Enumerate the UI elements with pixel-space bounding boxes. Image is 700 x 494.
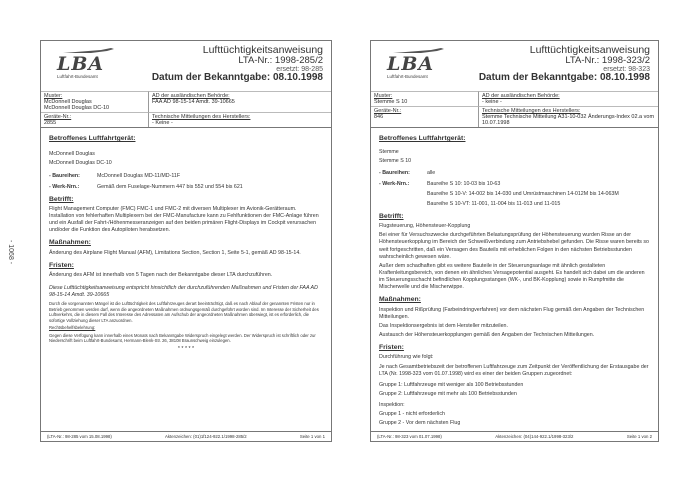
document-header [41,41,331,91]
section-subject: Betrifft: [379,213,404,221]
lta-number: LTA-Nr.: 1998-285/2 [238,55,323,67]
replaces-number: ersetzt: 98-285 [276,65,323,73]
section-deadlines: Fristen: [49,261,74,269]
document-header [371,41,658,91]
document-page-2 [370,40,659,442]
document-page-1 [40,40,332,442]
document-body: Betroffenes Luftfahrtgerät: McDonnell Douglas McDonnell Douglas DC-10 - Baureihen: McDonnell Douglas MD-11/MD-11F - Werk-Nrn.: Gemäß dem Fuselage-Nummern 447 bis 552 und 554 bis 621 Betrifft: Flight Management Computer (FMC) FMC-1 und FMC-2 mit diversen Multiplexer im Avionik-Gerätteraum. Installation von fehlerhaften Multiplexern bei der FMC-Manufacture kann zu Fehlfunktionen der FMC-Anlage führen und ein Ausfall der Fahrt-/Höhenmesseranzeigen auf den beiden primären Flight-Displays im Cockpit verursachen und/oder die Funktion des Autopiloten herabsetzen. Maßnahmen: Änderung des Airplane Flight Manual (AFM), Limitations Section, Section 1, Seite 5-1, gemäß AD 98-15-14. Fristen: Änderung des AFM ist innerhalb von 5 Tagen nach der Bekanntgabe dieser LTA durchzuführen. Diese Lufttüchtigkeitsanweisung entspricht hinsichtlich der durchzuführenden Maßnahmen und Fristen der FAA AD 98-15-14 Amdt. 39-10665 Durch die vorgenannten Mängel ist die Lufttüchtigkeit des Luftfahrzeuges derart beeinträchtigt, daß es nach Ablauf der genannten Fristen nur in Betrieb genommen werden darf, wenn die angeordneten Maßnahmen ordnungsgemäß durchgeführt worden sind. Im Interesse der Sicherheit des Luftverkehrs, die in diesem Fall des Interesse des Adressaten am Aufschub der angeordneten Maßnahmen überwiegt, ist es erforderlich, die sofortige Vollziehung dieser LTA anzuordnen. Rechtsbehelfsbelehrung: Gegen diese Verfügung kann innerhalb eines Monats nach Bekanntgabe Widerspruch eingelegt werden. Der Widerspruch ist schriftlich oder zur Niederschrift beim Luftfahrt-Bundesamt, Hermann-Blenk-Str. 26, 38108 Braunschweig einzulegen. * * * * * [41,128,331,357]
side-page-mark: - 1068 - [7,240,14,265]
document-body: Betroffenes Luftfahrtgerät: Stemme Stemme S 10 - Baureihen: alle - Werk-Nrn.: Baureihe S 10: 10-03 bis 10-63 Baureihe S 10-V: 14-002 bis 14-030 und Umrüstmaschinen 14-012M bis 14-063M Baureihe S 10-VT: 11-001, 11-004 bis 11-013 und 11-015 Betrifft: Flugsteuerung, Höhensteuer-Kopplung Bei einer für Versuchszwecke durchgeführten Belastungsprüfung der Höhensteuerung wurden Risse an der Höhensteuerkopplung im Bereich der Schweißverbindung zum Antriebshebel gefunden. Die Risse waren bereits so weit fortgeschritten, daß ein Versagen des Bauteils mit erheblichen Folgen in den nächsten Betriebsstunden wahrscheinlich gewesen wäre. Außer dem schadhaften gibt es weitere Bauteile in der Steuerungsanlage mit ähnlich gestalteten Kraftenleitungsbereich, von denen ein ähnliches Versagepotential ausgeht. Es handelt sich dabei um die anderen im Steuerungsschacht befindlichen Kopplungsstangen (WK-, und BK-Kopplung) sowie in Rumpfmitte die Mischerwelle und die Mischerwippe. Maßnahmen: Inspektion und Rißprüfung (Farbeindringverfahren) vor dem nächsten Flug gemäß den Angaben der Technischen Mitteilungen. Das Inspektionsergebnis ist dem Hersteller mitzuteilen. Austausch der Höhensteuerkopplungen gemäß den Angaben der Technischen Mitteilungen. Fristen: Durchführung wie folgt: Je nach Gesamtbetriebszeit der betroffenen Luftfahrzeuge zum Zeitpunkt der Veröffentlichung der Erstausgabe der LTA (Nr. 1998-323 vom 01.07.1998) wird es einer der beiden Gruppen zugeordnet: Gruppe 1: Luftfahrzeuge mit weniger als 100 Betriebsstunden Gruppe 2: Luftfahrzeuge mit mehr als 100 Betriebsstunden Inspektion: Gruppe 1 - nicht erforderlich Gruppe 2 - Vor dem nächsten Flug [379,135,649,427]
section-deadlines: Fristen: [379,344,404,352]
page-footer: (LTA-Nr.: 98-285 vom 15.08.1998) Aktenzeichen: (01)1f124-922.1/1998-285/2 Seite 1 von 1 [41,431,331,441]
lba-logo: LBA Luftfahrt-Bundesamt [381,47,445,79]
publication-date: Datum der Bekanntgabe: 08.10.1998 [151,72,323,84]
replaces-number: ersetzt: 98-323 [603,65,650,73]
section-affected: Betroffenes Luftfahrtgerät: [379,135,466,142]
publication-date: Datum der Bekanntgabe: 08.10.1998 [478,72,650,84]
info-table: Muster: Stemme S 10 AD der ausländischen Behörde: - keine - Geräte-Nr.: 846 Technische Mitteilungen des Herstellers: Stemme Technische Mitteilung A31-10-032 Änderungs-Index 02.a vom 10.07.1998 [371,91,658,128]
section-measures: Maßnahmen: [49,239,91,247]
document-title: Lufttüchtigkeitsanweisung [202,44,323,56]
page-footer: (LTA-Nr.: 98-323 vom 01.07.1998) Aktenzeichen: (04)144-922.1/1998-323/2 Seite 1 von 2 [371,431,658,441]
document-title: Lufttüchtigkeitsanweisung [529,44,650,56]
section-subject: Betrifft: [49,195,74,203]
section-affected: Betroffenes Luftfahrtgerät: [49,135,136,142]
lta-number: LTA-Nr.: 1998-323/2 [565,55,650,67]
section-measures: Maßnahmen: [379,296,421,304]
info-table: Muster: McDonnell Douglas McDonnell Douglas DC-10 AD der ausländischen Behörde: FAA AD 98-15-14 Amdt. 39-10665 Geräte-Nr.: 2855 Technische Mitteilungen des Herstellers: - Keine - [41,91,331,128]
lba-logo: LBA Luftfahrt-Bundesamt [51,47,115,79]
